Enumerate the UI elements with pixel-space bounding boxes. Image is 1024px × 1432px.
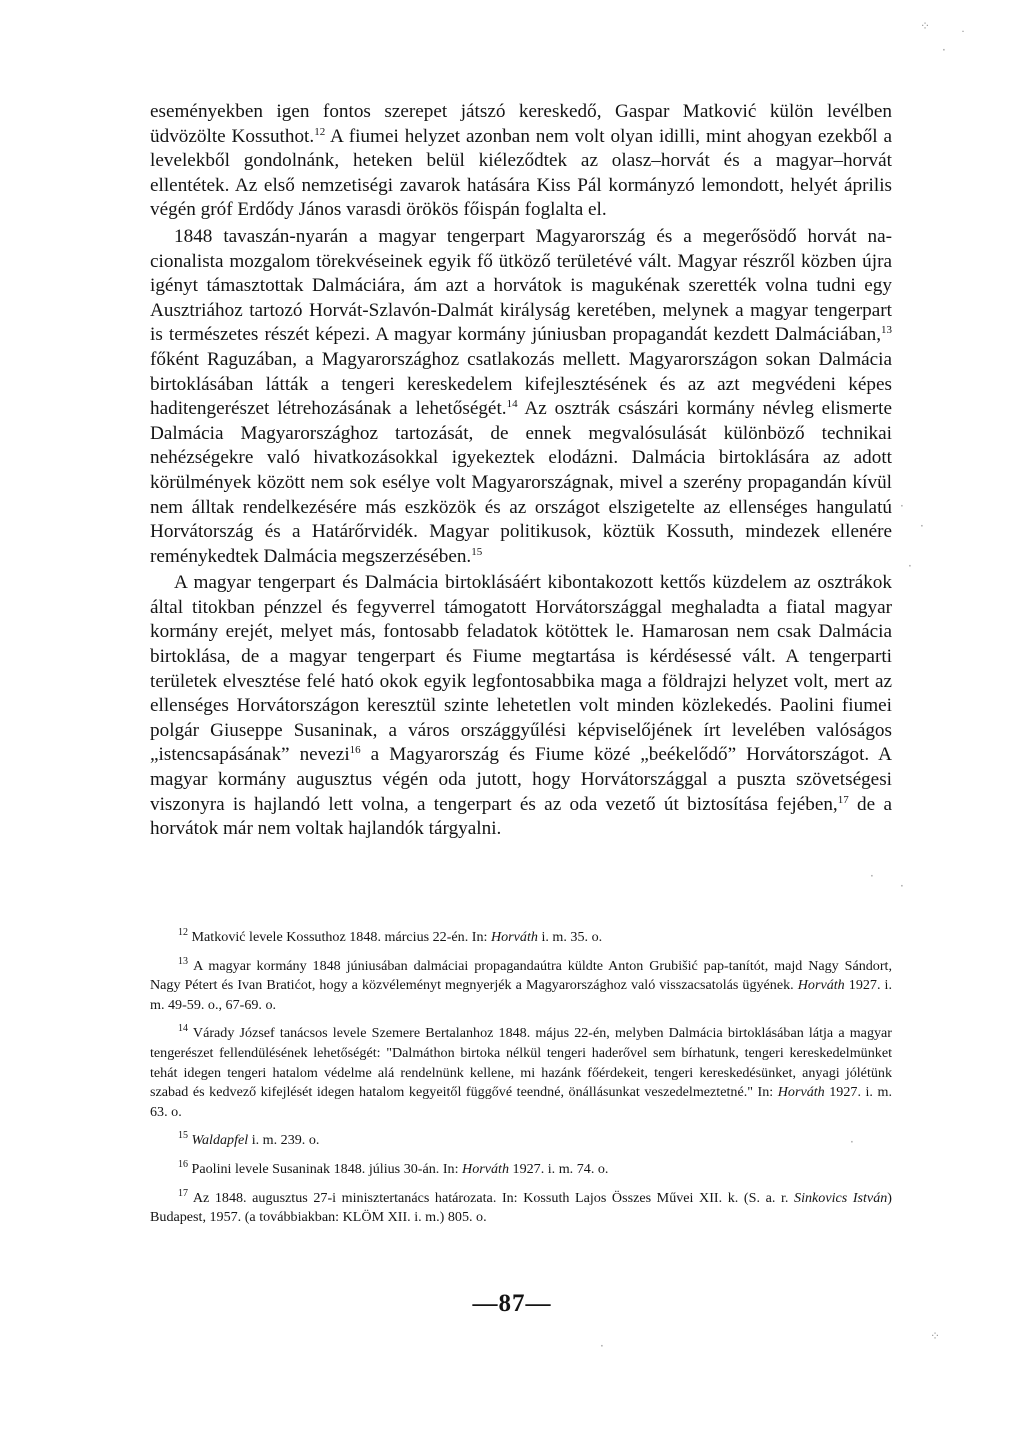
footnote-ref: 16 (178, 1158, 188, 1170)
text-run: eseményekben igen fontos szerepet játszó kereskedő, Gaspar Matković külön levélben üdvözölte Kossuthot. (150, 101, 892, 147)
text-run: i. m. 239. o. (248, 1132, 320, 1149)
italic-text: Sinkovics István (794, 1189, 888, 1206)
footnote-ref: 15 (178, 1130, 188, 1142)
text-run: 1927. i. m. 49-59. o., 67-69. o. (150, 977, 892, 1013)
text-run: ) Budapest, 1957. (a továbbiakban: KLÖM XII. i. m.) 805. o. (150, 1189, 892, 1226)
text-run: 1927. i. m. 63. o. (150, 1084, 892, 1120)
text-run: a Magyarország és Fiume közé „beékelődő” Horvátországot. A magyar kormány augusztus végén oda jutott, hogy Horvátországgal a puszta szövetségesi viszonyra is hajlandó lett volna, a tengerpart és az oda vezető út biztosítása fejében, (150, 744, 893, 815)
italic-text: Horváth (490, 929, 538, 945)
footnote-14 (150, 1024, 892, 1122)
footnote-ref: 14 (506, 398, 518, 411)
text-run: Paolini levele Susaninak 1848. július 30-án. In: (188, 1160, 463, 1177)
footnote-ref: 13 (178, 955, 188, 967)
text-run: A magyar kormány 1848 júniusában dalmáciai propagandaútra küldte Anton Grubišić pap-tanítót, majd Nagy Sándort, Nagy Pétert és Ivan Bratićot, hogy a közvéleményt megnyerjék a Magyarországhoz való visszacsatolás ügyének. (150, 957, 892, 994)
footnotes (150, 928, 892, 1237)
footnote-ref: 12 (314, 125, 326, 138)
italic-text: Waldapfel (191, 1132, 249, 1149)
footnote-12 (150, 928, 892, 948)
italic-text: Horváth (777, 1084, 825, 1101)
footnote-16 (150, 1160, 892, 1180)
footnote-ref: 15 (471, 545, 483, 558)
text-run: Várady József tanácsos levele Szemere Bertalanhoz 1848. május 22-én, melyben Dalmácia birtoklásában látja a magyar tengerészet fellendülésének lehetőségét: "Dalmáthon birtoka nélkül tengeri haderővel sem bírhatunk, tengeri kereskedelmünket tehát idegen tengeri hatalom védelme alá rendelnünk kellene, mi hazánk főérdekeit, tengeri kereskedésünket, anyagi jólétünk szabad és kedvező kifejlését idegen hatalom kegyeitől függővé teendné, önállásunkat veszedelmeztetné." In: (150, 1025, 892, 1101)
italic-text: Horváth (462, 1160, 509, 1177)
footnote-ref: 13 (881, 324, 892, 337)
footnote-ref: 17 (837, 793, 849, 806)
text-run: i. m. 35. o. (537, 929, 603, 945)
text-run: 1927. i. m. 74. o. (509, 1160, 609, 1177)
text-run: A fiumei helyzet azonban nem volt olyan idilli, mint ahogyan ezekből a levelekből gondolnánk, heteken belül kiéleződtek az olasz–horvát és a magyar–horvát ellentétek. Az első nemzetiségi zavarok hatására Kiss Pál kormányzó lemondott, helyét április végén gróf Erdődy János varasdi örökös főispán foglalta el. (150, 125, 892, 221)
footnote-15 (150, 1131, 892, 1151)
paragraph (150, 571, 892, 842)
italic-text: Horváth (797, 977, 845, 994)
footnote-ref: 14 (178, 1023, 188, 1035)
paragraph (150, 100, 892, 223)
text-run: főként Raguzában, a Magyarországhoz csatlakozás mellett. Magyarországon sokan Dalmácia birtoklásában látták a tengeri kereskedelem kifejlesztésének és az azt megvédeni képes haditengerészet létrehozásának a lehetőségét. (150, 348, 892, 420)
text-run: A magyar tengerpart és Dalmácia birtoklásáért kibontakozott kettős küzdelem az osztrákok által titokban pénzzel és fegyverrel támogatott Horvátországgal meghaladta a fiatal magyar kormány erejét, melyet más, fontosabb feladatok kötöttek le. Hamarosan nem csak Dalmácia birtoklása, de a magyar tengerpart és Fiume megtartása is kérdésessé vált. A tengerparti területek elvesztése felé ható okok egyik legfontosabbika maga a földrajzi helyzet volt, mert az ellenséges Horvátországon keresztül szinte lehetetlen volt minden közlekedés. Paolini fiumei polgár Giuseppe Susaninak, a város országgyűlési képviselőjének írt levelében valóságos „istencsapásának” nevezi (150, 572, 892, 766)
text-run: 1848 tavaszán-nyarán a magyar tengerpart Magyarország és a megerősödő horvát nacionalista mozgalom törekvéseinek egyik fő ütköző területévé vált. Magyar részről közben újra igényt támasztottak Dalmáciára, ám azt a horvátok is magukénak szerették volna tudni egy Ausztriához tartozó Horvát-Szlavón-Dalmát királyság keretében, melynek a magyar tengerpart is természetes részét képezi. A magyar kormány júniusban propagandát kezdett Dalmáciában, (150, 225, 892, 346)
footnote-13 (150, 957, 892, 1016)
text-run: Az osztrák császári kormány névleg elismerte Dalmácia Magyarországhoz tartozását, de ennek megvalósulását különböző technikai nehézségekre való hivatkozásokkal igyekeztek elodázni. Dalmácia birtoklására az adott körülmények között nem sok esélye volt Magyarországnak, mivel a szerény propagandán kívül nem álltak rendelkezésére más eszközök és az országot elszigetelte az ellenséges hangulatú Horvátország és a Határőrvidék. Magyar politikusok, köztük Kossuth, mindezek ellenére reménykedtek Dalmácia megszerzésében. (150, 398, 892, 567)
text-run: Matković levele Kossuthoz 1848. március 22-én. In: (188, 929, 491, 945)
text-run: Az 1848. augusztus 27-i minisztertanács határozata. In: Kossuth Lajos Összes Művei XII. k. (S. a. r. (188, 1189, 795, 1206)
footnote-ref: 12 (178, 927, 188, 938)
text-run: de a horvátok már nem voltak hajlandók tárgyalni. (150, 793, 892, 840)
page-number: —87— (472, 1290, 552, 1317)
footnote-ref: 16 (349, 744, 361, 757)
footnote-ref: 17 (178, 1187, 188, 1199)
footnote-17 (150, 1189, 892, 1228)
paragraph (150, 225, 892, 569)
main-text (150, 100, 892, 842)
